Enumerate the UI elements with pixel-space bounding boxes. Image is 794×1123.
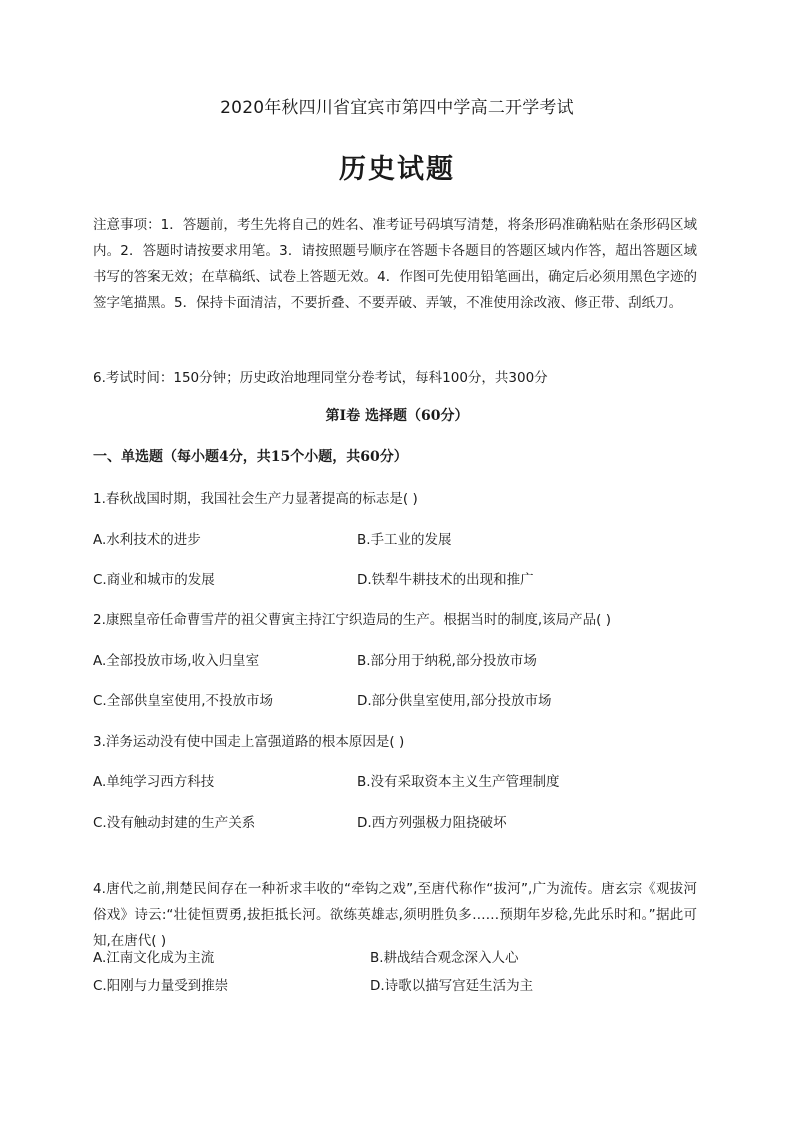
question-1-stem: 1.春秋战国时期，我国社会生产力显著提高的标志是( )	[93, 491, 418, 507]
question-4-stem: 4.唐代之前,荆楚民间存在一种祈求丰收的“牵钩之戏”,至唐代称作“拔河”,广为流传。唐玄宗《观拔河俗戏》诗云:“壮徒恒贾勇,拔拒抵长河。欲练英雄志,须明胜负多……预期年岁稔,先此乐时和。”据此可知,在唐代( )	[93, 881, 697, 949]
question-2-option-a: A.全部投放市场,收入归皇室	[93, 653, 260, 669]
question-3-option-a: A.单纯学习西方科技	[93, 774, 215, 790]
question-3-option-c: C.没有触动封建的生产关系	[93, 815, 256, 831]
section-title: 第I卷 选择题（60分）	[325, 408, 469, 424]
question-1-option-c: C.商业和城市的发展	[93, 572, 215, 588]
question-2-option-d: D.部分供皇室使用,部分投放市场	[357, 693, 552, 709]
question-3-option-b: B.没有采取资本主义生产管理制度	[357, 774, 560, 790]
question-4-option-c: C.阳刚与力量受到推崇	[93, 978, 229, 994]
question-2-option-b: B.部分用于纳税,部分投放市场	[357, 653, 537, 669]
question-1-option-b: B.手工业的发展	[357, 532, 452, 548]
question-3-option-d: D.西方列强极力阻挠破坏	[357, 815, 507, 831]
question-1-option-d: D.铁犁牛耕技术的出现和推广	[357, 572, 534, 588]
question-4-option-b: B.耕战结合观念深入人心	[370, 950, 519, 966]
question-4-option-d: D.诗歌以描写宫廷生活为主	[370, 978, 534, 994]
question-2-stem: 2.康熙皇帝任命曹雪芹的祖父曹寅主持江宁织造局的生产。根据当时的制度,该局产品( )	[93, 612, 611, 628]
exam-title: 历史试题	[339, 154, 455, 185]
notice-paragraph: 注意事项：1．答题前，考生先将自己的姓名、准考证号码填写清楚，将条形码准确粘贴在条形码区域内。2．答题时请按要求用笔。3．请按照题号顺序在答题卡各题目的答题区域内作答，超出答题区域书写的答案无效；在草稿纸、试卷上答题无效。4．作图可先使用铅笔画出，确定后必须用黑色字迹的签字笔描黑。5．保持卡面清洁，不要折叠、不要弄破、弄皱，不准使用涂改液、修正带、刮纸刀。	[93, 217, 697, 311]
part-heading: 一、单选题（每小题4分，共15个小题，共60分）	[93, 449, 408, 465]
question-3-stem: 3.洋务运动没有使中国走上富强道路的根本原因是( )	[93, 734, 405, 750]
question-1-option-a: A.水利技术的进步	[93, 532, 201, 548]
question-4-option-a: A.江南文化成为主流	[93, 950, 215, 966]
notice-item-6: 6.考试时间：150分钟；历史政治地理同堂分卷考试，每科100分，共300分	[93, 370, 548, 386]
exam-subtitle: 2020年秋四川省宜宾市第四中学高二开学考试	[220, 98, 574, 118]
question-2-option-c: C.全部供皇室使用,不投放市场	[93, 693, 274, 709]
